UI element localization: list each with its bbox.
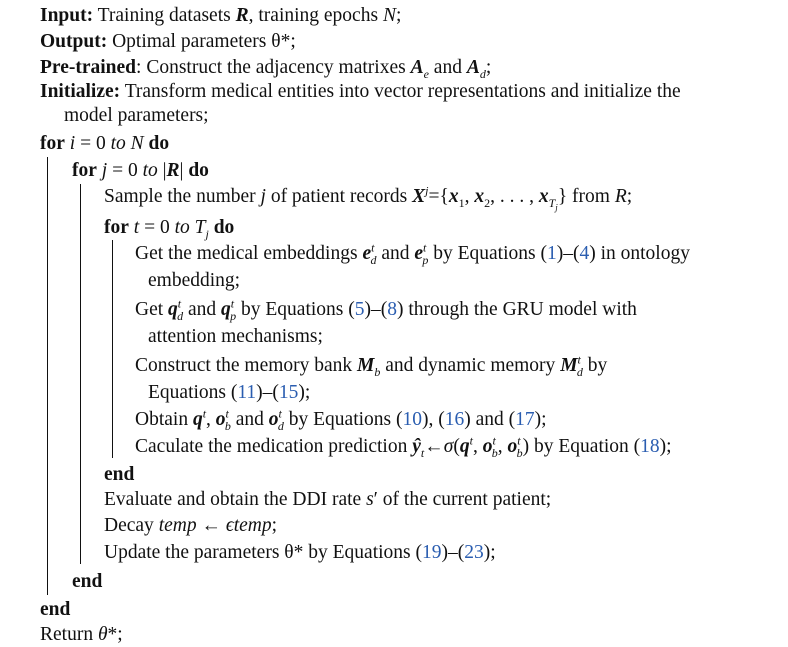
end-for-j: end bbox=[72, 571, 103, 592]
pretrained-line: Pre-trained: Construct the adjacency matrixes $A_e$ and $A_d$; bbox=[40, 57, 492, 81]
initialize-line: Initialize: Transform medical entities into vector representations and initialize the bbox=[40, 81, 681, 102]
step-memory-bank: Construct the memory bank $M_b$ and dynamic memory $M^t_d$ by bbox=[135, 352, 608, 379]
step-get-q: Get $q^t_d$ and $q^t_p$ by Equations (5)–(8) through the GRU model with bbox=[135, 296, 637, 323]
evaluate-line: Evaluate and obtain the DDI rate s′ of the current patient; bbox=[104, 489, 552, 510]
sample-line: Sample the number j of patient records $X^j=\{x_1$, $x_2$, . . . , $x_{T_j}$} from R; bbox=[104, 183, 633, 213]
block-bar-for-j bbox=[80, 184, 81, 564]
return-line: Return θ*; bbox=[40, 624, 123, 645]
step-get-embeddings: Get the medical embeddings $e^t_d$ and $e^t_p$ by Equations (1)–(4) in ontology bbox=[135, 240, 690, 267]
block-bar-for-i bbox=[47, 157, 48, 595]
for-j-line: for j = 0 to |R| do bbox=[72, 160, 209, 181]
decay-line: Decay temp ← ϵtemp; bbox=[104, 515, 278, 536]
step-predict: Caculate the medication prediction $ŷ_t\leftarrow\sigma(q^t$, $o^t_b$, $o^t_b$) by Equation (18); bbox=[135, 433, 672, 460]
end-for-i: end bbox=[40, 599, 71, 620]
input-line: Input: Training datasets R, training epochs N; bbox=[40, 5, 402, 26]
step-get-q-2: attention mechanisms; bbox=[148, 326, 323, 347]
block-bar-for-t bbox=[112, 240, 113, 458]
initialize-line-2: model parameters; bbox=[64, 105, 209, 126]
end-for-t: end bbox=[104, 464, 135, 485]
step-get-embeddings-2: embedding; bbox=[148, 270, 241, 291]
step-memory-bank-2: Equations (11)–(15); bbox=[148, 382, 311, 403]
for-i-line: for i = 0 to N do bbox=[40, 133, 170, 154]
step-obtain: Obtain $q^t$, $o^t_b$ and $o^t_d$ by Equations (10), (16) and (17); bbox=[135, 406, 547, 433]
for-t-line: for t = 0 to $T_j$ do bbox=[104, 217, 235, 241]
output-line: Output: Optimal parameters θ*; bbox=[40, 31, 296, 52]
update-line: Update the parameters θ* by Equations (19)–(23); bbox=[104, 542, 496, 563]
